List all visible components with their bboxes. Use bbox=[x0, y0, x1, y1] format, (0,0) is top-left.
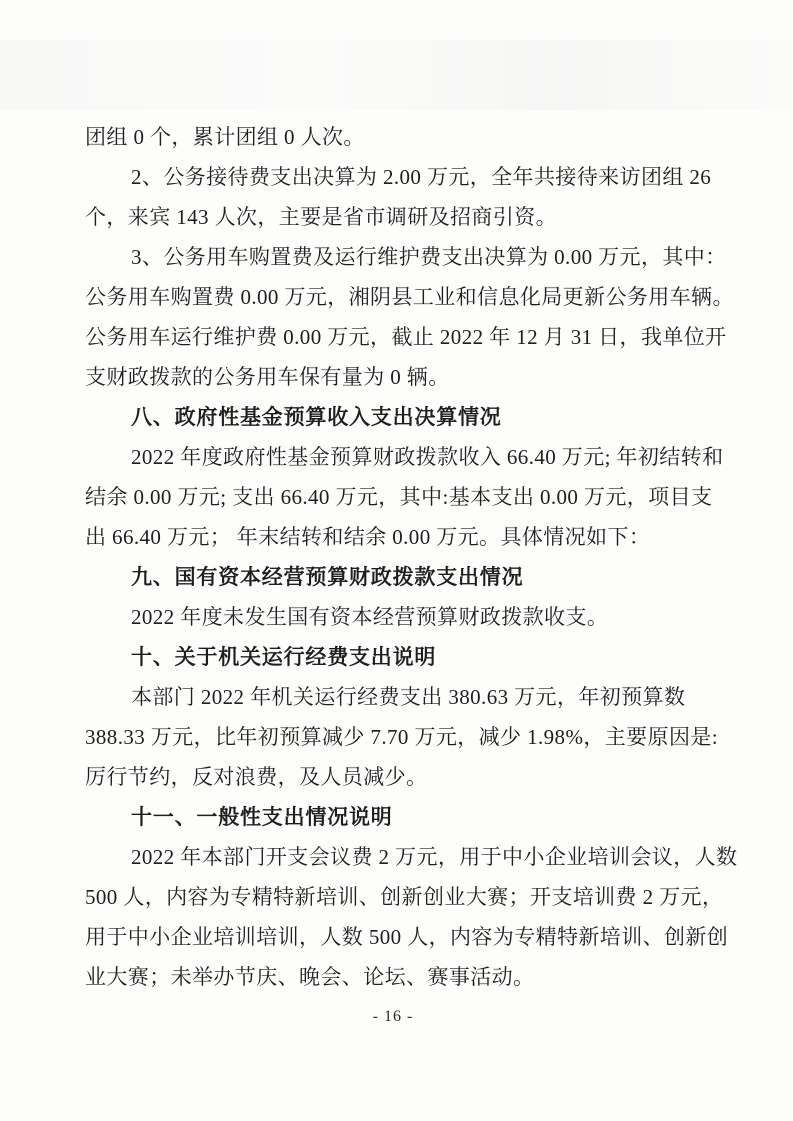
text-line: 团组 0 个，累计团组 0 人次。 bbox=[85, 125, 365, 149]
text-line: 公务用车运行维护费 0.00 万元，截止 2022 年 12 月 31 日，我单位开 bbox=[85, 325, 727, 349]
text-line: 2022 年本部门开支会议费 2 万元，用于中小企业培训会议，人数 bbox=[131, 845, 738, 869]
section-heading: 十一、一般性支出情况说明 bbox=[131, 805, 393, 829]
text-line: 本部门 2022 年机关运行经费支出 380.63 万元，年初预算数 bbox=[131, 685, 686, 709]
text-line: 业大赛；未举办节庆、晚会、论坛、赛事活动。 bbox=[85, 965, 535, 989]
text-line: 出 66.40 万元； 年末结转和结余 0.00 万元。具体情况如下： bbox=[85, 525, 651, 549]
text-line: 公务用车购置费 0.00 万元，湘阴县工业和信息化局更新公务用车辆。 bbox=[85, 285, 734, 309]
text-line: 个，来宾 143 人次，主要是省市调研及招商引资。 bbox=[85, 205, 557, 229]
text-line: 2022 年度政府性基金预算财政拨款收入 66.40 万元; 年初结转和 bbox=[131, 445, 724, 469]
text-line: 用于中小企业培训培训，人数 500 人，内容为专精特新培训、创新创 bbox=[85, 925, 729, 949]
text-line: 支财政拨款的公务用车保有量为 0 辆。 bbox=[85, 365, 450, 389]
text-line: 500 人，内容为专精特新培训、创新创业大赛；开支培训费 2 万元， bbox=[85, 885, 724, 909]
page-number: - 16 - bbox=[372, 1008, 414, 1025]
text-line: 2、公务接待费支出决算为 2.00 万元，全年共接待来访团组 26 bbox=[131, 165, 712, 189]
text-line: 3、公务用车购置费及运行维护费支出决算为 0.00 万元，其中： bbox=[131, 245, 727, 269]
text-line: 厉行节约，反对浪费，及人员减少。 bbox=[85, 765, 428, 789]
section-heading: 八、政府性基金预算收入支出决算情况 bbox=[131, 405, 502, 429]
text-line: 结余 0.00 万元; 支出 66.40 万元，其中:基本支出 0.00 万元，项目支 bbox=[85, 485, 713, 509]
text-line: 388.33 万元，比年初预算减少 7.70 万元，减少 1.98%，主要原因是: bbox=[85, 725, 718, 749]
text-line: 2022 年度未发生国有资本经营预算财政拨款收支。 bbox=[131, 605, 609, 629]
section-heading: 十、关于机关运行经费支出说明 bbox=[131, 645, 437, 669]
document-body bbox=[85, 117, 738, 997]
section-heading: 九、国有资本经营预算财政拨款支出情况 bbox=[131, 565, 524, 589]
